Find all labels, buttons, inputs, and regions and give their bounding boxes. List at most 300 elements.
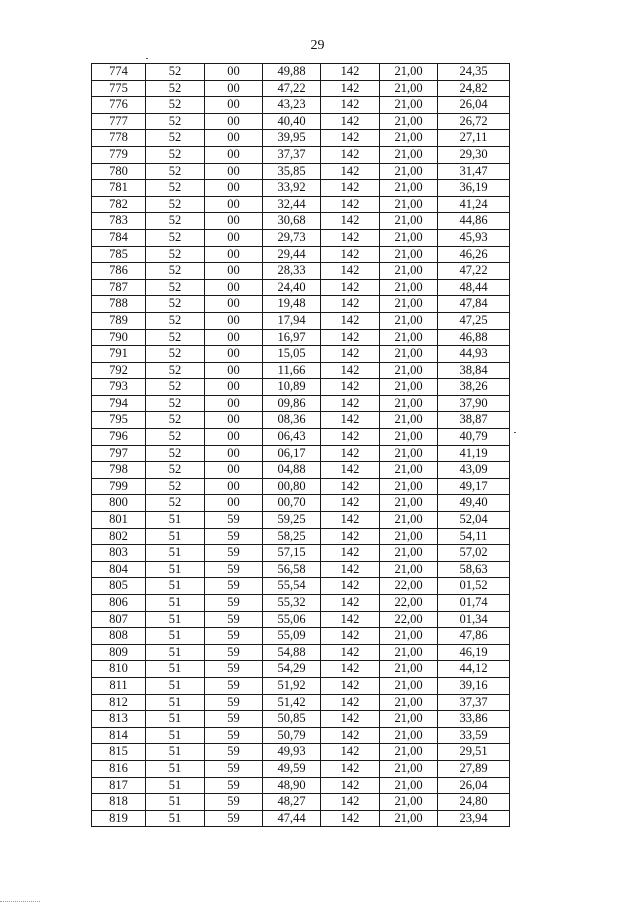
table-cell: 51	[146, 528, 205, 545]
table-cell: 21,00	[380, 661, 438, 678]
table-cell: 774	[92, 64, 146, 81]
table-cell: 21,00	[380, 246, 438, 263]
table-row	[92, 180, 510, 197]
table-cell: 54,11	[438, 528, 510, 545]
table-cell: 41,19	[438, 445, 510, 462]
table-cell: 52	[146, 80, 205, 97]
table-cell: 793	[92, 379, 146, 396]
table-cell: 142	[321, 130, 380, 147]
table-cell: 52	[146, 412, 205, 429]
table-row	[92, 528, 510, 545]
table-cell: 51	[146, 777, 205, 794]
table-cell: 142	[321, 694, 380, 711]
table-cell: 21,00	[380, 412, 438, 429]
table-cell: 41,24	[438, 196, 510, 213]
table-cell: 59	[205, 578, 263, 595]
table-cell: 59	[205, 794, 263, 811]
table-cell: 51	[146, 611, 205, 628]
table-cell: 52	[146, 478, 205, 495]
table-cell: 40,79	[438, 429, 510, 446]
table-cell: 49,93	[263, 744, 321, 761]
table-cell: 00,80	[263, 478, 321, 495]
table-cell: 778	[92, 130, 146, 147]
table-cell: 142	[321, 246, 380, 263]
table-cell: 21,00	[380, 445, 438, 462]
table-cell: 59	[205, 744, 263, 761]
table-cell: 24,80	[438, 794, 510, 811]
table-cell: 802	[92, 528, 146, 545]
table-row	[92, 130, 510, 147]
table-cell: 52	[146, 346, 205, 363]
table-cell: 21,00	[380, 694, 438, 711]
table-cell: 00	[205, 462, 263, 479]
table-cell: 22,00	[380, 595, 438, 612]
table-cell: 801	[92, 512, 146, 529]
table-cell: 00	[205, 379, 263, 396]
table-cell: 52	[146, 130, 205, 147]
table-cell: 21,00	[380, 777, 438, 794]
table-cell: 142	[321, 113, 380, 130]
table-cell: 817	[92, 777, 146, 794]
table-cell: 24,82	[438, 80, 510, 97]
table-cell: 800	[92, 495, 146, 512]
table-cell: 52,04	[438, 512, 510, 529]
table-cell: 51	[146, 727, 205, 744]
table-cell: 00	[205, 279, 263, 296]
table-cell: 26,72	[438, 113, 510, 130]
table-cell: 43,23	[263, 97, 321, 114]
table-cell: 52	[146, 395, 205, 412]
table-cell: 44,93	[438, 346, 510, 363]
table-row	[92, 80, 510, 97]
table-cell: 10,89	[263, 379, 321, 396]
table-cell: 816	[92, 760, 146, 777]
table-cell: 51	[146, 512, 205, 529]
table-cell: 142	[321, 478, 380, 495]
table-cell: 142	[321, 346, 380, 363]
table-cell: 142	[321, 794, 380, 811]
table-cell: 52	[146, 97, 205, 114]
scan-mark	[514, 432, 516, 433]
table-cell: 59	[205, 528, 263, 545]
table-cell: 52	[146, 279, 205, 296]
table-cell: 52	[146, 462, 205, 479]
table-cell: 21,00	[380, 379, 438, 396]
table-cell: 46,26	[438, 246, 510, 263]
table-cell: 21,00	[380, 213, 438, 230]
table-cell: 52	[146, 246, 205, 263]
table-cell: 00	[205, 478, 263, 495]
table-row	[92, 229, 510, 246]
table-cell: 21,00	[380, 545, 438, 562]
table-cell: 142	[321, 146, 380, 163]
table-cell: 142	[321, 578, 380, 595]
table-row	[92, 445, 510, 462]
table-cell: 805	[92, 578, 146, 595]
table-row	[92, 213, 510, 230]
table-cell: 33,86	[438, 711, 510, 728]
table-cell: 00	[205, 196, 263, 213]
table-cell: 142	[321, 329, 380, 346]
table-row	[92, 727, 510, 744]
table-cell: 142	[321, 445, 380, 462]
table-row	[92, 711, 510, 728]
table-cell: 142	[321, 395, 380, 412]
table-cell: 59	[205, 595, 263, 612]
table-cell: 24,35	[438, 64, 510, 81]
table-cell: 52	[146, 445, 205, 462]
table-cell: 48,27	[263, 794, 321, 811]
table-cell: 809	[92, 644, 146, 661]
table-cell: 142	[321, 213, 380, 230]
table-cell: 21,00	[380, 97, 438, 114]
table-cell: 00	[205, 263, 263, 280]
table-cell: 51	[146, 694, 205, 711]
table-cell: 00	[205, 296, 263, 313]
table-cell: 142	[321, 611, 380, 628]
table-cell: 31,47	[438, 163, 510, 180]
table-cell: 59	[205, 628, 263, 645]
table-cell: 142	[321, 180, 380, 197]
table-cell: 47,22	[438, 263, 510, 280]
table-cell: 00	[205, 362, 263, 379]
table-cell: 23,94	[438, 810, 510, 827]
table-cell: 48,44	[438, 279, 510, 296]
table-row	[92, 578, 510, 595]
table-cell: 21,00	[380, 80, 438, 97]
table-cell: 21,00	[380, 760, 438, 777]
table-cell: 21,00	[380, 64, 438, 81]
table-cell: 142	[321, 644, 380, 661]
table-cell: 52	[146, 180, 205, 197]
table-row	[92, 694, 510, 711]
table-cell: 52	[146, 196, 205, 213]
table-cell: 780	[92, 163, 146, 180]
table-cell: 818	[92, 794, 146, 811]
table-row	[92, 196, 510, 213]
table-cell: 21,00	[380, 329, 438, 346]
table-cell: 01,52	[438, 578, 510, 595]
table-cell: 52	[146, 163, 205, 180]
table-row	[92, 628, 510, 645]
table-cell: 812	[92, 694, 146, 711]
table-cell: 00	[205, 395, 263, 412]
table-cell: 51	[146, 810, 205, 827]
table-cell: 27,11	[438, 130, 510, 147]
table-cell: 36,19	[438, 180, 510, 197]
table-cell: 786	[92, 263, 146, 280]
table-cell: 58,25	[263, 528, 321, 545]
table-cell: 51	[146, 744, 205, 761]
table-cell: 796	[92, 429, 146, 446]
table-cell: 142	[321, 810, 380, 827]
table-cell: 142	[321, 312, 380, 329]
table-cell: 21,00	[380, 263, 438, 280]
table-row	[92, 661, 510, 678]
table-cell: 142	[321, 263, 380, 280]
table-cell: 142	[321, 495, 380, 512]
table-cell: 59	[205, 777, 263, 794]
table-cell: 21,00	[380, 628, 438, 645]
table-cell: 50,79	[263, 727, 321, 744]
table-cell: 783	[92, 213, 146, 230]
table-cell: 51,92	[263, 677, 321, 694]
table-cell: 37,37	[438, 694, 510, 711]
table-cell: 21,00	[380, 196, 438, 213]
scan-mark	[146, 58, 148, 59]
table-cell: 813	[92, 711, 146, 728]
table-cell: 21,00	[380, 113, 438, 130]
table-cell: 51	[146, 578, 205, 595]
table-cell: 142	[321, 97, 380, 114]
table-cell: 52	[146, 429, 205, 446]
table-cell: 21,00	[380, 180, 438, 197]
table-cell: 52	[146, 146, 205, 163]
table-cell: 51	[146, 561, 205, 578]
table-cell: 142	[321, 777, 380, 794]
table-cell: 797	[92, 445, 146, 462]
table-cell: 44,12	[438, 661, 510, 678]
table-row	[92, 744, 510, 761]
table-row	[92, 561, 510, 578]
table-row	[92, 462, 510, 479]
table-cell: 38,26	[438, 379, 510, 396]
table-cell: 142	[321, 727, 380, 744]
table-cell: 51	[146, 677, 205, 694]
table-cell: 798	[92, 462, 146, 479]
table-cell: 00	[205, 412, 263, 429]
table-cell: 142	[321, 512, 380, 529]
table-cell: 787	[92, 279, 146, 296]
table-cell: 57,15	[263, 545, 321, 562]
table-cell: 21,00	[380, 711, 438, 728]
table-cell: 777	[92, 113, 146, 130]
table-cell: 32,44	[263, 196, 321, 213]
table-cell: 790	[92, 329, 146, 346]
table-cell: 59,25	[263, 512, 321, 529]
table-row	[92, 246, 510, 263]
table-cell: 21,00	[380, 644, 438, 661]
table-cell: 58,63	[438, 561, 510, 578]
table-cell: 38,84	[438, 362, 510, 379]
table-cell: 51	[146, 545, 205, 562]
table-cell: 142	[321, 279, 380, 296]
table-cell: 781	[92, 180, 146, 197]
table-cell: 794	[92, 395, 146, 412]
table-cell: 11,66	[263, 362, 321, 379]
table-cell: 51	[146, 644, 205, 661]
table-row	[92, 395, 510, 412]
table-cell: 00	[205, 312, 263, 329]
table-cell: 01,74	[438, 595, 510, 612]
table-cell: 04,88	[263, 462, 321, 479]
table-cell: 52	[146, 263, 205, 280]
table-cell: 21,00	[380, 312, 438, 329]
table-cell: 45,93	[438, 229, 510, 246]
table-cell: 47,22	[263, 80, 321, 97]
table-row	[92, 644, 510, 661]
table-cell: 00	[205, 429, 263, 446]
table-cell: 52	[146, 495, 205, 512]
table-cell: 35,85	[263, 163, 321, 180]
table-row	[92, 263, 510, 280]
table-cell: 51	[146, 711, 205, 728]
table-cell: 16,97	[263, 329, 321, 346]
table-cell: 15,05	[263, 346, 321, 363]
table-cell: 50,85	[263, 711, 321, 728]
table-cell: 21,00	[380, 395, 438, 412]
table-cell: 52	[146, 296, 205, 313]
table-cell: 28,33	[263, 263, 321, 280]
coordinates-table	[91, 63, 510, 827]
table-cell: 00	[205, 97, 263, 114]
table-cell: 55,32	[263, 595, 321, 612]
table-cell: 59	[205, 711, 263, 728]
table-row	[92, 545, 510, 562]
table-row	[92, 379, 510, 396]
table-cell: 789	[92, 312, 146, 329]
table-cell: 59	[205, 694, 263, 711]
table-cell: 48,90	[263, 777, 321, 794]
table-row	[92, 97, 510, 114]
table-row	[92, 64, 510, 81]
table-cell: 52	[146, 213, 205, 230]
table-cell: 37,90	[438, 395, 510, 412]
table-cell: 30,68	[263, 213, 321, 230]
table-cell: 33,92	[263, 180, 321, 197]
table-cell: 39,95	[263, 130, 321, 147]
table-row	[92, 146, 510, 163]
table-cell: 788	[92, 296, 146, 313]
table-cell: 59	[205, 644, 263, 661]
table-cell: 00	[205, 64, 263, 81]
table-cell: 38,87	[438, 412, 510, 429]
table-cell: 808	[92, 628, 146, 645]
table-cell: 52	[146, 113, 205, 130]
table-cell: 142	[321, 379, 380, 396]
table-cell: 52	[146, 312, 205, 329]
table-cell: 21,00	[380, 279, 438, 296]
table-row	[92, 777, 510, 794]
table-cell: 21,00	[380, 429, 438, 446]
table-cell: 21,00	[380, 561, 438, 578]
table-cell: 52	[146, 64, 205, 81]
table-cell: 21,00	[380, 163, 438, 180]
table-cell: 00,70	[263, 495, 321, 512]
table-cell: 784	[92, 229, 146, 246]
table-cell: 142	[321, 80, 380, 97]
table-cell: 142	[321, 595, 380, 612]
table-cell: 22,00	[380, 611, 438, 628]
table-row	[92, 611, 510, 628]
table-row	[92, 677, 510, 694]
table-row	[92, 296, 510, 313]
table-cell: 00	[205, 163, 263, 180]
table-cell: 21,00	[380, 727, 438, 744]
table-cell: 142	[321, 528, 380, 545]
table-cell: 142	[321, 677, 380, 694]
table-cell: 29,44	[263, 246, 321, 263]
table-cell: 782	[92, 196, 146, 213]
table-row	[92, 760, 510, 777]
table-cell: 46,19	[438, 644, 510, 661]
table-cell: 09,86	[263, 395, 321, 412]
table-cell: 142	[321, 545, 380, 562]
table-row	[92, 512, 510, 529]
table-cell: 21,00	[380, 346, 438, 363]
table-cell: 47,25	[438, 312, 510, 329]
table-cell: 21,00	[380, 495, 438, 512]
table-cell: 814	[92, 727, 146, 744]
table-cell: 142	[321, 711, 380, 728]
table-cell: 775	[92, 80, 146, 97]
table-row	[92, 163, 510, 180]
table-cell: 00	[205, 80, 263, 97]
table-cell: 803	[92, 545, 146, 562]
table-cell: 49,88	[263, 64, 321, 81]
table-cell: 791	[92, 346, 146, 363]
table-cell: 792	[92, 362, 146, 379]
table-cell: 142	[321, 64, 380, 81]
table-cell: 33,59	[438, 727, 510, 744]
table-cell: 47,84	[438, 296, 510, 313]
table-cell: 785	[92, 246, 146, 263]
table-cell: 27,89	[438, 760, 510, 777]
table-cell: 43,09	[438, 462, 510, 479]
table-cell: 59	[205, 810, 263, 827]
table-cell: 57,02	[438, 545, 510, 562]
table-cell: 55,09	[263, 628, 321, 645]
table-cell: 59	[205, 661, 263, 678]
table-cell: 51	[146, 760, 205, 777]
table-cell: 00	[205, 495, 263, 512]
table-cell: 21,00	[380, 677, 438, 694]
table-cell: 17,94	[263, 312, 321, 329]
table-cell: 799	[92, 478, 146, 495]
table-cell: 819	[92, 810, 146, 827]
table-cell: 21,00	[380, 744, 438, 761]
table-row	[92, 412, 510, 429]
table-cell: 26,04	[438, 777, 510, 794]
table-cell: 142	[321, 628, 380, 645]
table-cell: 59	[205, 512, 263, 529]
table-cell: 54,88	[263, 644, 321, 661]
table-cell: 59	[205, 545, 263, 562]
table-cell: 142	[321, 229, 380, 246]
table-cell: 49,40	[438, 495, 510, 512]
table-cell: 24,40	[263, 279, 321, 296]
table-cell: 00	[205, 246, 263, 263]
table-cell: 00	[205, 146, 263, 163]
table-cell: 47,86	[438, 628, 510, 645]
table-cell: 44,86	[438, 213, 510, 230]
table-cell: 19,48	[263, 296, 321, 313]
table-cell: 37,37	[263, 146, 321, 163]
table-cell: 29,51	[438, 744, 510, 761]
table-cell: 21,00	[380, 146, 438, 163]
table-cell: 08,36	[263, 412, 321, 429]
table-cell: 54,29	[263, 661, 321, 678]
table-cell: 815	[92, 744, 146, 761]
table-cell: 29,73	[263, 229, 321, 246]
table-cell: 21,00	[380, 528, 438, 545]
table-cell: 00	[205, 180, 263, 197]
table-cell: 59	[205, 760, 263, 777]
table-cell: 21,00	[380, 462, 438, 479]
table-cell: 142	[321, 744, 380, 761]
table-cell: 26,04	[438, 97, 510, 114]
table-cell: 00	[205, 130, 263, 147]
